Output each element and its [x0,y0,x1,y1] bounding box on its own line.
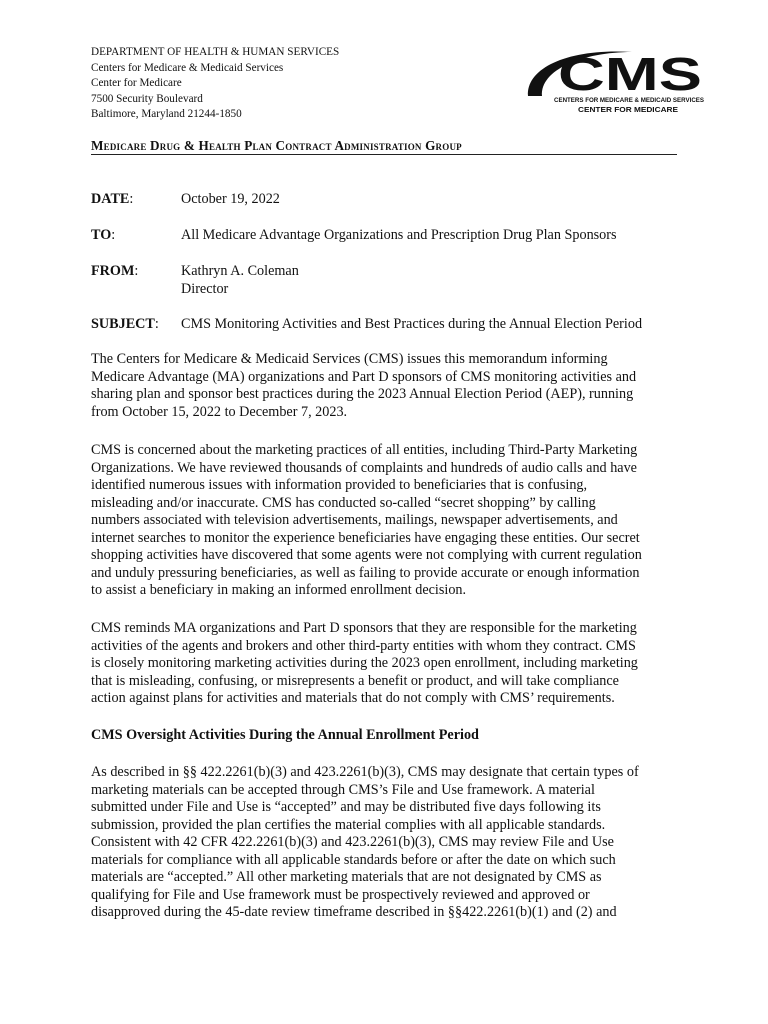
to-label: TO [91,227,112,243]
text-line: identified numerous issues with information provided to beneficiaries that is confusing, [91,477,588,493]
text-line: Consistent with 42 CFR 422.2261(b)(3) and 423.2261(b)(3), CMS may review File and Use [91,834,614,850]
memo-from [181,263,299,298]
memo-subject: CMS Monitoring Activities and Best Practices during the Annual Election Period [181,316,643,332]
text-line: submitted under File and Use is “accepted” and may be distributed five days following its [91,799,601,815]
text-line: sharing plan and sponsor best practices during the 2023 Annual Election Period (AEP), running [91,386,634,402]
text-line: materials are “accepted.” All other marketing materials that are not designated by CMS as [91,869,602,885]
paragraph-concerns [91,442,681,600]
text-line: to assist a beneficiary in making an informed enrollment decision. [91,582,467,598]
memo-date: October 19, 2022 [181,191,280,207]
subject-label-wrap: SUBJECT: [91,316,159,332]
text-line: marketing materials can be accepted through CMS’s File and Use framework. A material [91,781,595,798]
text-line: disapproved during the 45-date review timeframe described in §§422.2261(b)(1) and (2) and [91,904,617,920]
section-heading: CMS Oversight Activities During the Annual Enrollment Period [91,727,479,743]
address-line: DEPARTMENT OF HEALTH & HUMAN SERVICES [91,46,340,58]
date-label: DATE [91,191,130,207]
date-label-wrap: DATE: [91,191,134,207]
text-line: is closely monitoring marketing activities during the 2023 open enrollment, including marketing [91,655,638,671]
text-line: from October 15, 2022 to December 7, 2023. [91,403,348,420]
text-line: submission, provided the plan certifies the material complies with all applicable standards. [91,816,606,833]
from-label-wrap: FROM: [91,263,139,279]
text-line: numbers associated with television advertisements, mailings, newspaper advertisements, and [91,512,618,528]
text-line: qualifying for File and Use framework must be prospectively reviewed and approved or [91,886,590,903]
subject-label: SUBJECT [91,316,155,332]
divider [91,154,677,155]
logo-wordmark: CMS [558,48,702,100]
logo-line-1: CENTERS FOR MEDICARE & MEDICAID SERVICES [554,97,705,104]
text-line: and unduly pressuring beneficiaries, as well as failing to provide accurate or enough information [91,564,640,581]
text-line: shopping activities have discovered that some agents were not complying with current regulation [91,547,642,563]
text-line: activities of the agents and brokers and other third-party entities with whom they contract. CMS [91,637,636,654]
text-line: internet searches to monitor the experience beneficiaries have engaging these entities. Our secret [91,529,640,546]
cms-logo [520,44,710,120]
text-line: The Centers for Medicare & Medicaid Services (CMS) issues this memorandum informing [91,351,608,367]
from-title: Director [181,280,229,297]
sender-address [91,45,339,123]
text-line: materials for compliance with all applicable standards before or after the date on which such [91,851,616,868]
logo-line-2: CENTER FOR MEDICARE [578,105,679,114]
address-line: Baltimore, Maryland 21244-1850 [91,108,242,121]
text-line: As described in §§ 422.2261(b)(3) and 423.2261(b)(3), CMS may designate that certain types of [91,764,639,780]
address-line: 7500 Security Boulevard [91,92,203,105]
to-label-wrap: TO: [91,227,116,243]
paragraph-intro [91,351,681,421]
paragraph-reminder [91,620,681,708]
from-label: FROM [91,263,135,279]
from-name: Kathryn A. Coleman [181,263,299,279]
address-line: Centers for Medicare & Medicaid Services [91,61,284,74]
text-line: Organizations. We have reviewed thousands of complaints and hundreds of audio calls and have [91,459,637,476]
memo-to: All Medicare Advantage Organizations and Prescription Drug Plan Sponsors [181,227,617,243]
text-line: CMS is concerned about the marketing practices of all entities, including Third-Party Marketing [91,442,638,458]
paragraph-oversight [91,764,681,922]
address-line: Center for Medicare [91,77,182,90]
text-line: misleading and/or inaccurate. CMS has conducted so-called “secret shopping” by calling [91,494,596,511]
group-title: Medicare Drug & Health Plan Contract Administration Group [91,138,462,153]
text-line: action against plans for activities and materials that do not comply with CMS’ requirements. [91,690,615,706]
text-line: Medicare Advantage (MA) organizations and Part D sponsors of CMS monitoring activities and [91,368,637,385]
text-line: that is misleading, confusing, or misrepresents a benefit or product, and will take compliance [91,672,619,689]
text-line: CMS reminds MA organizations and Part D sponsors that they are responsible for the marketing [91,620,637,636]
